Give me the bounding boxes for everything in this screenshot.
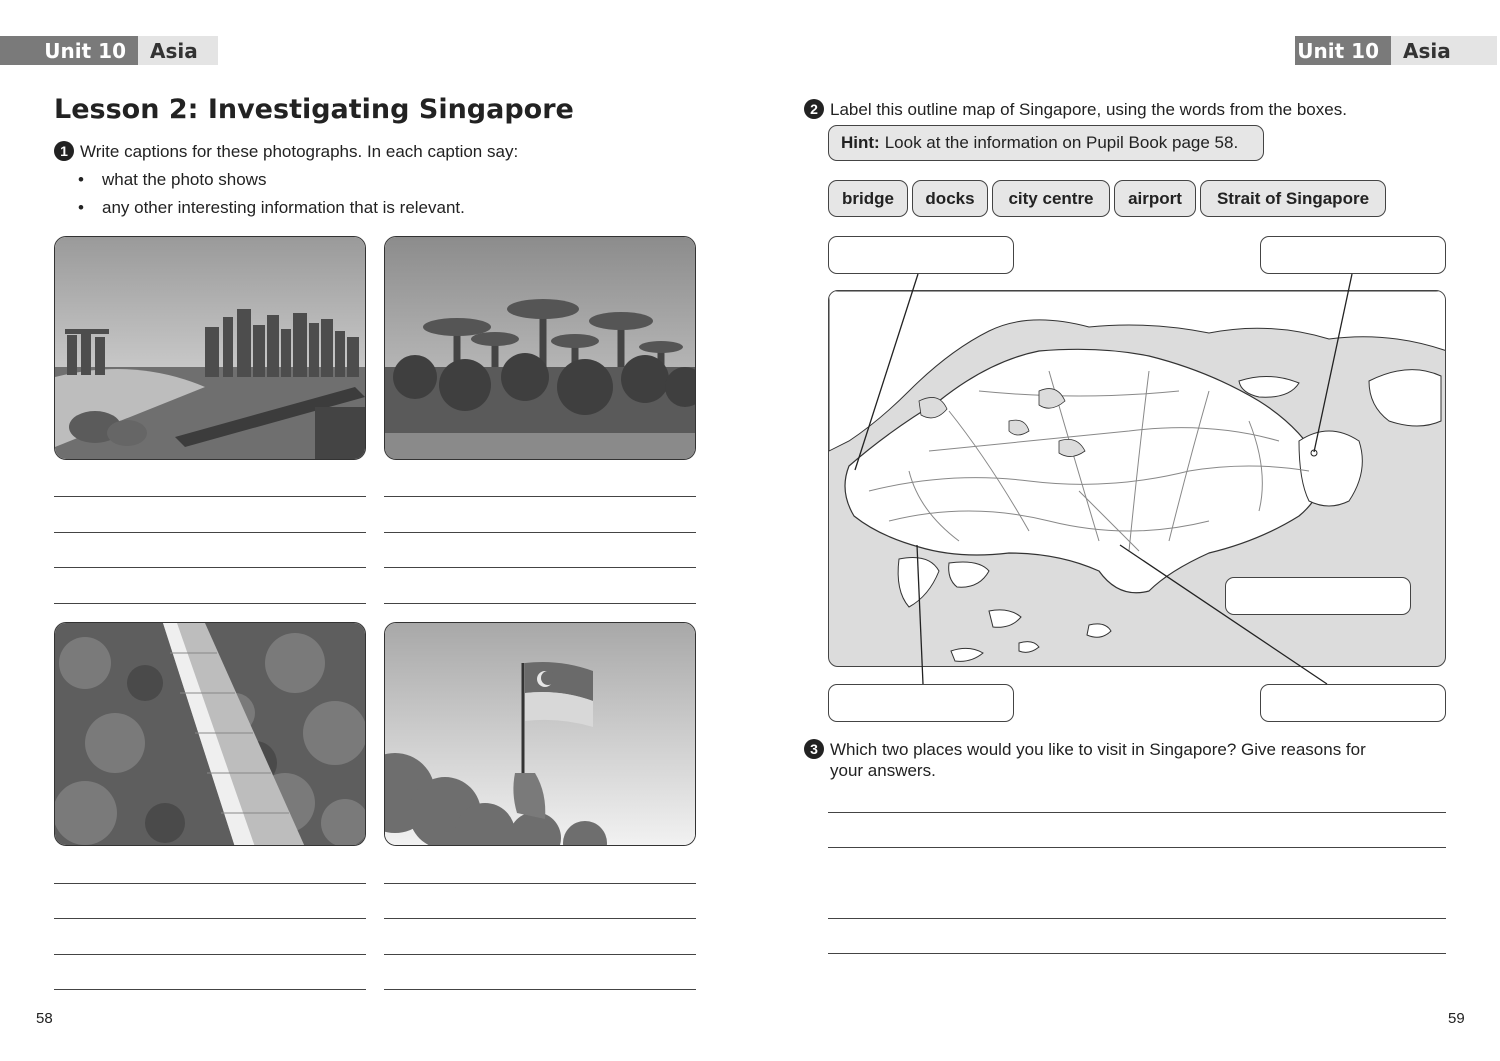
word-box-docks[interactable]: docks bbox=[912, 180, 988, 217]
question-2-text: Label this outline map of Singapore, using the words from the boxes. bbox=[830, 100, 1347, 119]
question-3-text-line1: Which two places would you like to visit in Singapore? Give reasons for bbox=[830, 740, 1366, 759]
answer-line[interactable] bbox=[828, 918, 1446, 919]
question-number-badge: 3 bbox=[804, 739, 824, 759]
unit-number: Unit 10 bbox=[0, 36, 138, 65]
word-box-strait[interactable]: Strait of Singapore bbox=[1200, 180, 1386, 217]
answer-line[interactable] bbox=[828, 812, 1446, 813]
question-number-badge: 2 bbox=[804, 99, 824, 119]
hint-text: Look at the information on Pupil Book page 58. bbox=[884, 133, 1239, 152]
page-number-right: 59 bbox=[1448, 1010, 1465, 1027]
question-3 bbox=[804, 739, 1366, 781]
word-box-city-centre[interactable]: city centre bbox=[992, 180, 1110, 217]
bullet-item: • any other interesting information that is relevant. bbox=[78, 198, 465, 217]
question-3-text-line2: your answers. bbox=[830, 761, 936, 780]
hint-label: Hint: bbox=[841, 133, 880, 152]
lesson-title: Lesson 2: Investigating Singapore bbox=[54, 94, 574, 125]
unit-region: Asia bbox=[1391, 36, 1497, 65]
page-number-left: 58 bbox=[36, 1010, 53, 1027]
word-box-airport[interactable]: airport bbox=[1114, 180, 1196, 217]
unit-region: Asia bbox=[138, 36, 218, 65]
answer-line[interactable] bbox=[828, 847, 1446, 848]
question-number-badge: 1 bbox=[54, 141, 74, 161]
answer-line[interactable] bbox=[828, 953, 1446, 954]
bullet-item: • what the photo shows bbox=[78, 170, 267, 189]
word-box-bridge[interactable]: bridge bbox=[828, 180, 908, 217]
unit-number: Unit 10 bbox=[1295, 36, 1391, 65]
question-1-text: Write captions for these photographs. In each caption say: bbox=[80, 142, 519, 161]
